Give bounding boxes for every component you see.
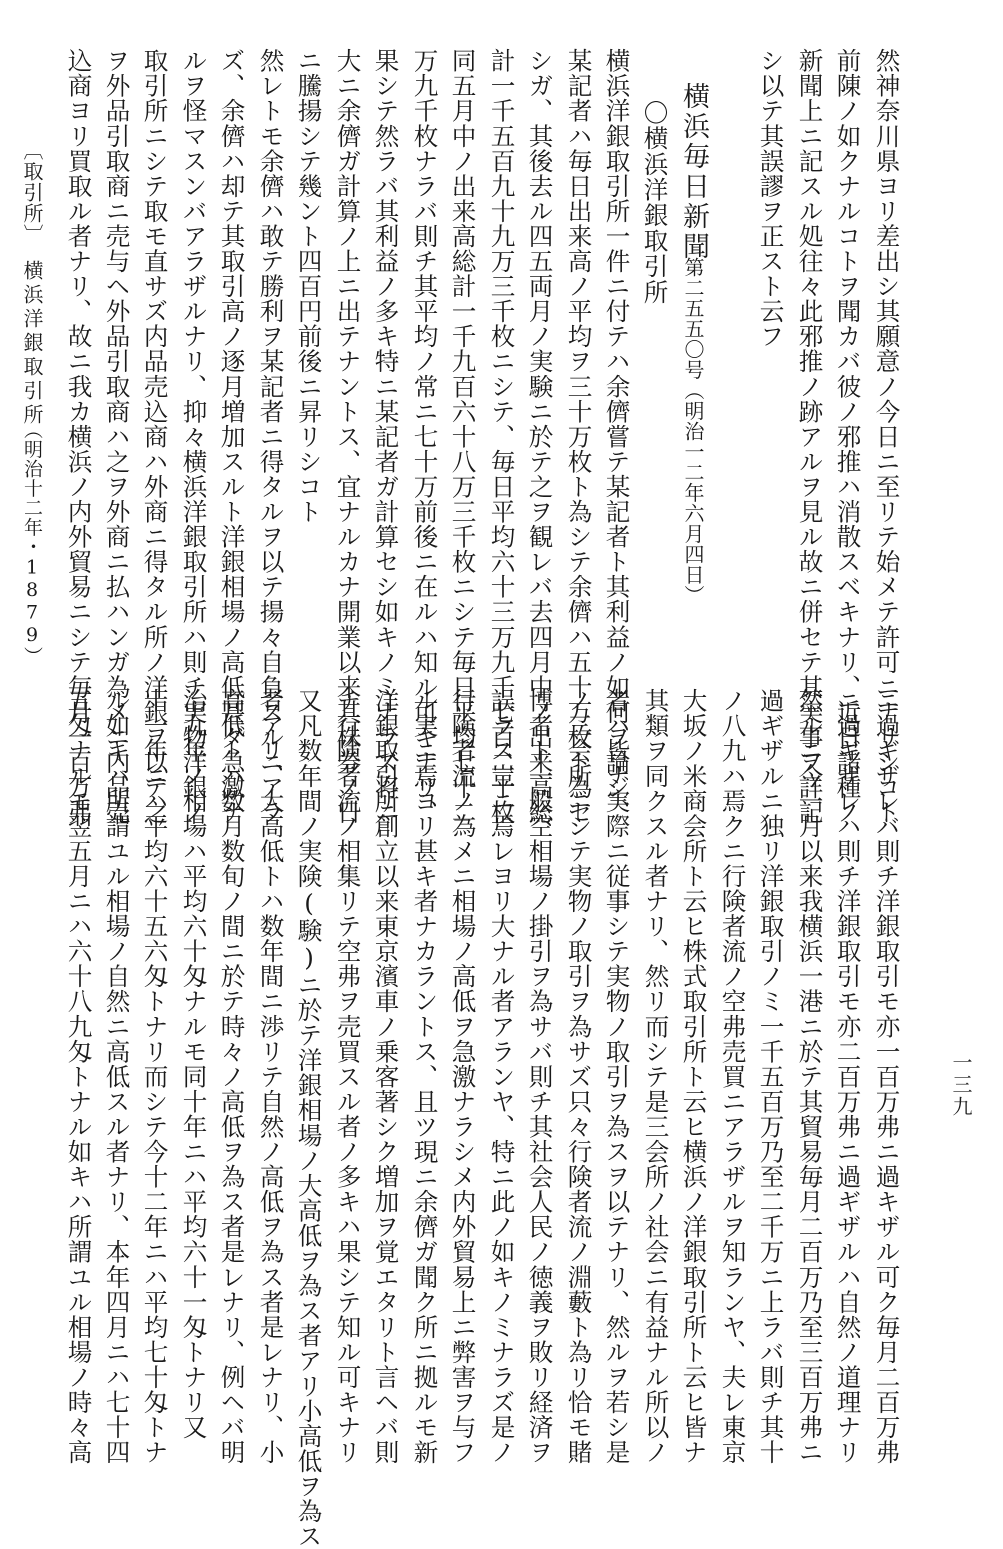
text-column: 大ニ余儕ガ計算ノ上ニ出テナントス、宜ナルカナ開業以来其株券ノ日 (333, 48, 363, 825)
text-column: ノ八九ハ焉クニ行険者流ノ空弗売買ニアラザルヲ知ランヤ、夫レ東京 (718, 688, 748, 1465)
text-column: 然神奈川県ヨリ差出シ其願意ノ今日ニ至リテ始メテ許可ニナリシコト (872, 48, 902, 825)
page-number: 一三九 (949, 1052, 973, 1118)
text-column: 誤ラス豈ニ焉レヨリ大ナル者アランヤ、特ニ此ノ如キノミナラズ是ノ (487, 688, 517, 1465)
text-column: ヲ外品引取商ニ売与ヘ外品引取商ハ之ヲ外商ニ払ハンガ為メニ内品売 (102, 48, 132, 825)
text-column: 又凡数年間ノ実険(験)ニ於テ洋銀相場ノ大高低ヲ為ス者アリ小高低ヲ為ス (294, 688, 324, 1549)
text-column: ル実ニ焉ヨリ甚キ者ナカラントス、且ツ現ニ余儕ガ聞ク所ニ拠ルモ新 (410, 688, 440, 1465)
text-column: ルヲ怪マスンバアラザルナリ、抑々横浜洋銀取引所ハ則チ実物洋銀ノ (179, 48, 209, 825)
text-column: 然レトモ余儕ハ敢テ勝利ヲ某記者ニ得タルヲ以テ揚々自負スルニアラ (256, 48, 286, 825)
text-column: 十一年ニハ平均六十五六匁トナリ而シテ今十二年ニハ平均七十匁トナ (140, 688, 170, 1465)
text-column: 者ハ皆ナ実際ニ従事シテ実物ノ取引ヲ為スヲ以テナリ、然ルヲ若シ是 (602, 688, 632, 1465)
section-title: 横浜洋銀取引所 (20, 260, 44, 428)
issue-number: 第二五五〇号（明治一二年六月四日） (681, 257, 705, 606)
text-column: 某記者ハ毎日出来高ノ平均ヲ三十万枚ト為シテ余儕ハ五十万枚ト為セ (564, 48, 594, 825)
text-column: ニ過ギザレバ則チ洋銀取引モ亦一百万弗ニ過キザル可ク毎月二百万弗 (872, 688, 902, 1465)
section-caption: 〔取引所〕 (20, 140, 44, 245)
text-column: 計一千五百九十九万三千枚ニシテ、毎日平均六十三万九千七百二十枚 (487, 48, 517, 825)
text-column: 万九千枚ナラバ則チ其平均ノ常ニ七十万前後ニ在ルハ知ル可キナリ、 (410, 48, 440, 825)
text-column: 横浜洋銀取引所一件ニ付テハ余儕嘗テ某記者ト其利益ノ如何ヲ論ジ、 (602, 48, 632, 825)
text-column: 治九年ノ相場ハ平均六十匁ナルモ同十年ニハ平均六十一匁トナリ又 (179, 688, 209, 1440)
text-column: 高低トハ数月数旬ノ間ニ於テ時々ノ高低ヲ為ス者是レナリ、例ヘバ明 (217, 688, 247, 1465)
text-column: 同五月中ノ出来高総計一千九百六十八万三千枚ニシテ毎日平均七十二 (448, 48, 478, 825)
text-column: 込商ヨリ買取ル者ナリ、故ニ我カ横浜ノ内外貿易ニシテ毎月一百万弗 (64, 48, 94, 825)
text-column: 大坂ノ米商会所ト云ヒ株式取引所ト云ヒ横浜ノ洋銀取引所ト云ヒ皆ナ (679, 688, 709, 1465)
text-column: 洋銀取引所創立以来東京濱車ノ乗客著シク増加ヲ覚エタリト言ヘバ則 (371, 688, 401, 1465)
text-column: ノ三会所ニシテ実物ノ取引ヲ為サズ只々行険者流ノ淵藪ト為リ恰モ賭 (564, 688, 594, 1465)
text-column: 行険者流ノ為メニ相場ノ高低ヲ急激ナラシメ内外貿易上ニ弊害ヲ与フ (448, 688, 478, 1465)
text-column: シ以テ其誤謬ヲ正スト云フ (756, 48, 786, 349)
text-column: 其類ヲ同クスル者ナリ、然リ而シテ是三会所ノ社会ニ有益ナル所以ノ (641, 688, 671, 1465)
newspaper-title: 横浜毎日新聞 (678, 82, 709, 262)
text-column: 者アリ、大高低トハ数年間ニ渉リテ自然ノ高低ヲ為ス者是レナリ、小 (256, 688, 286, 1465)
text-column: 果シテ然ラバ其利益ノ多キ特ニ某記者ガ計算セシ如キノミナラズ将ニ (371, 48, 401, 825)
text-column: ル如キハ所謂ユル相場ノ自然ニ高低スル者ナリ、本年四月ニハ七十四 (102, 688, 132, 1465)
text-column: 前陳ノ如クナルコトヲ聞カバ彼ノ邪推ハ消散スベキナリ、近日諸種ノ (833, 48, 863, 825)
text-column: ニ騰揚シテ幾ント四百円前後ニ昇リシコト (294, 48, 324, 524)
text-column: 過ギザルニ独リ洋銀取引ノミ一千五百万乃至二千万ニ上ラバ則チ其十 (756, 688, 786, 1465)
text-column: 然ルニ今一月以来我横浜一港ニ於テ其貿易毎月二百万乃至三百万弗ニ (795, 688, 825, 1465)
text-column: ニ過ギザレハ則チ洋銀取引モ亦二百万弗ニ過ギザルハ自然ノ道理ナリ (833, 688, 863, 1465)
text-column: 取引所ニシテ取モ直サズ内品売込商ハ外商ニ得タル所ノ洋銀ヲ以テ之 (140, 48, 170, 825)
text-column: シガ、其後去ル四五両月ノ実験ニ於テ之ヲ観レバ去四月中ノ出来高総 (525, 48, 555, 825)
text-column: 新聞上ニ記スル処往々此邪推ノ跡アルヲ見ル故ニ併セテ其実事ヲ詳記 (795, 48, 825, 825)
text-column: ズ、余儕ハ却テ其取引高ノ逐月増加スルト洋銀相場ノ高低甚ダ急激ナ (217, 48, 247, 825)
text-column: チ行険者流ノ相集リテ空弗ヲ売買スル者ノ多キハ果シテ知ル可キナリ (333, 688, 363, 1465)
article-heading: 〇横浜洋銀取引所 (640, 100, 670, 305)
text-column: 博者ト一般空相場ノ掛引ヲ為サバ則チ其社会人民ノ徳義ヲ敗リ経済ヲ (525, 688, 555, 1465)
text-column: 五匁ナルモ翌五月ニハ六十八九匁トナル如キハ所謂ユル相場ノ時々高 (64, 688, 94, 1465)
section-year: （明治十二年・1879） (21, 420, 43, 666)
